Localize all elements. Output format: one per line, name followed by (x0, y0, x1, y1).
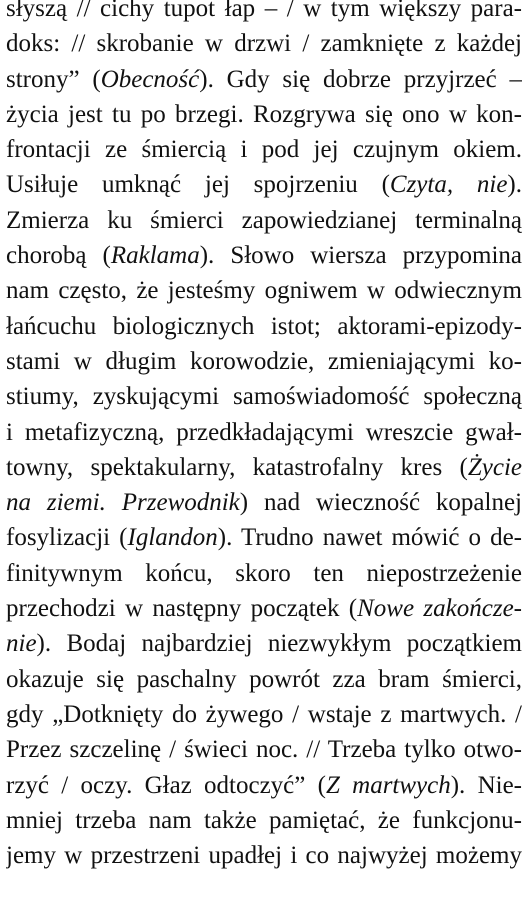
text-segment: jemy w przestrzeni upadłej i co najwyżej możemy (6, 842, 522, 870)
text-line (6, 62, 522, 97)
text-line (6, 591, 522, 626)
text-line (6, 768, 522, 803)
text-segment: fosylizacji ( (6, 524, 128, 552)
text-segment: strony” ( (6, 65, 101, 93)
text-segment: frontacji ze śmiercią i pod jej czujnym okiem. (6, 136, 522, 164)
text-line (6, 415, 522, 450)
text-line (6, 273, 522, 308)
text-line (6, 697, 522, 732)
text-line (6, 379, 522, 414)
text-line (6, 132, 522, 167)
text-line (6, 309, 522, 344)
text-segment: towny, spektakularny, katastrofalny kres ( (6, 453, 468, 481)
text-segment: rzyć / oczy. Głaz odtoczyć” ( (6, 771, 326, 799)
text-line (6, 626, 522, 661)
text-segment: finitywnym końcu, skoro ten niepostrzeżenie (6, 559, 522, 587)
text-segment: przechodzi w następny początek ( (6, 595, 358, 623)
text-segment: ). Trudno nawet mówić o de- (217, 524, 522, 552)
italic-title: na ziemi. Przewodnik (6, 489, 240, 517)
text-segment: ). (507, 171, 522, 199)
text-segment: Zmierza ku śmierci zapowiedzianej terminalną (6, 206, 522, 234)
text-segment: ). Nie- (450, 771, 522, 799)
text-line (6, 238, 522, 273)
text-line (6, 97, 522, 132)
italic-title: Raklama (110, 242, 200, 270)
text-line (6, 450, 522, 485)
text-segment: gdy „Dotknięty do żywego / wstaje z martwych. / (6, 700, 522, 728)
text-line (6, 838, 522, 873)
text-line (6, 344, 522, 379)
text-line (6, 26, 522, 61)
italic-title: Iglandon (127, 524, 218, 552)
text-line (6, 662, 522, 697)
text-line (6, 556, 522, 591)
text-line (6, 732, 522, 767)
italic-title: Nowe zakończe- (357, 595, 522, 623)
text-segment: i metafizyczną, przedkładającymi wreszcie gwał- (6, 418, 522, 446)
text-segment: Usiłuje umknąć jej spojrzeniu ( (6, 171, 390, 199)
text-line (6, 520, 522, 555)
text-line (6, 803, 522, 838)
text-line (6, 203, 522, 238)
text-segment: ). Słowo wiersza przypomina (199, 242, 522, 270)
italic-title: Życie (467, 453, 522, 481)
italic-title: Z martwych (325, 771, 451, 799)
text-segment: stiumy, zyskującymi samoświadomość społeczną (6, 383, 522, 411)
text-line (6, 0, 522, 26)
text-segment: ) nad wieczność kopalnej (239, 489, 522, 517)
text-segment: chorobą ( (6, 242, 111, 270)
italic-title: Czyta, nie (389, 171, 508, 199)
italic-title: nie (6, 630, 37, 658)
italic-title: Obecność (100, 65, 200, 93)
text-segment: doks: // skrobanie w drzwi / zamknięte z każdej (6, 30, 522, 58)
text-segment: ). Gdy się dobrze przyjrzeć – (199, 65, 522, 93)
text-line (6, 167, 522, 202)
text-segment: mniej trzeba nam także pamiętać, że funkcjonu- (6, 806, 522, 834)
text-segment: nam często, że jesteśmy ogniwem w odwiecznym (6, 277, 522, 305)
text-segment: okazuje się paschalny powrót zza bram śmierci, (6, 665, 522, 693)
text-segment: Przez szczelinę / świeci noc. // Trzeba tylko otwo- (6, 736, 522, 764)
text-segment: łańcuchu biologicznych istot; aktorami-epizody- (6, 312, 522, 340)
text-segment: stami w długim korowodzie, zmieniającymi ko- (6, 347, 522, 375)
text-line (6, 485, 522, 520)
text-segment: słyszą // cichy tupot łap – / w tym większy para- (6, 0, 522, 22)
text-segment: życia jest tu po brzegi. Rozgrywa się ono w kon- (6, 100, 522, 128)
text-segment: ). Bodaj najbardziej niezwykłym początkiem (36, 630, 522, 658)
